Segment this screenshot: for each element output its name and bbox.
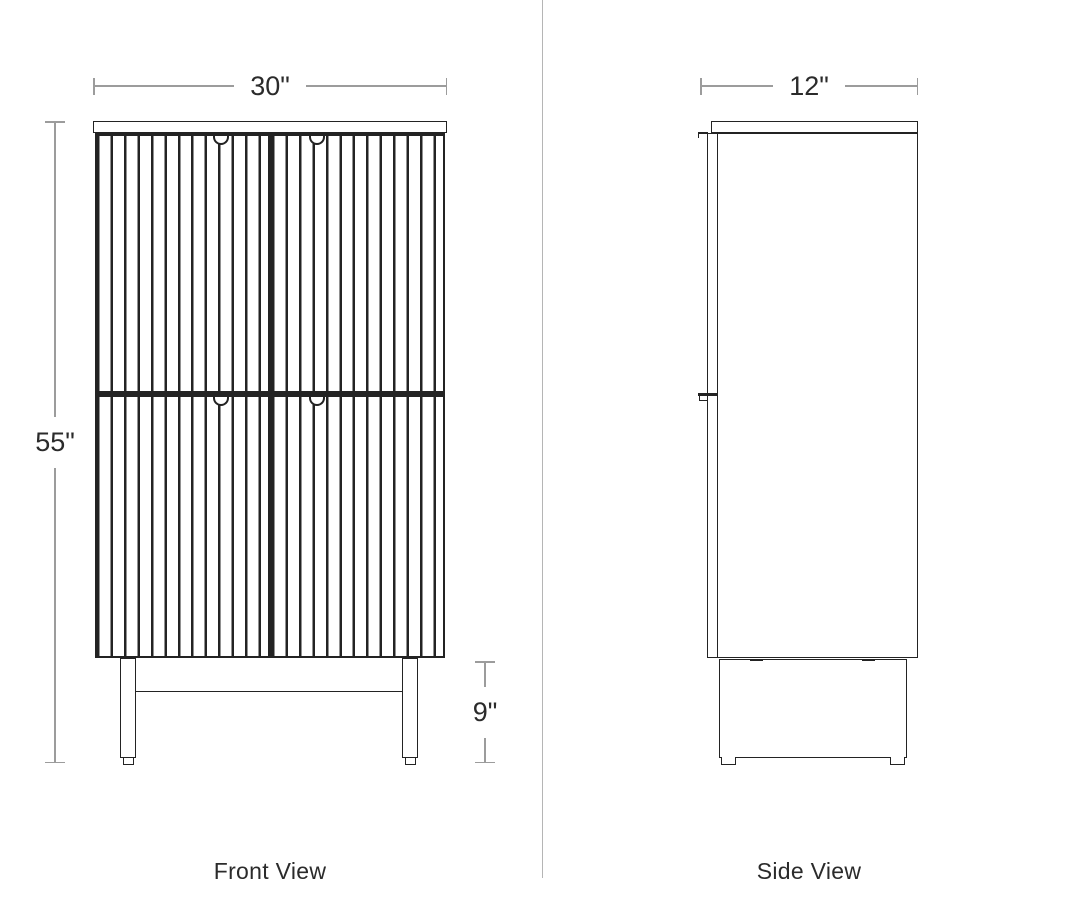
side-base-rear-mark: [862, 659, 875, 662]
dimension-tick: [45, 762, 65, 764]
dimension-line: [484, 663, 486, 687]
side-top-panel: [711, 121, 918, 133]
front-stretcher-line: [136, 691, 402, 693]
dimension-line: [54, 468, 56, 762]
side-front-foot: [721, 757, 736, 765]
view-divider-line: [542, 0, 544, 878]
side-depth-dimension: [700, 70, 918, 101]
dimension-tick: [917, 78, 919, 95]
dimension-line: [702, 85, 774, 87]
front-left-leg: [120, 658, 136, 758]
front-leg-height-dimension: [474, 661, 496, 763]
side-top-door-lip: [698, 132, 708, 138]
front-height-dimension: [35, 121, 75, 763]
front-view-label: Front View: [213, 858, 327, 884]
dimension-line: [845, 85, 917, 87]
front-leg-height-dimension-label: 9": [472, 696, 498, 727]
front-width-dimension: [93, 70, 447, 101]
side-handle-hook: [699, 396, 708, 401]
front-left-foot: [123, 758, 134, 765]
front-right-leg: [402, 658, 418, 758]
dimension-line: [306, 85, 446, 87]
dimension-line: [54, 123, 56, 417]
front-width-dimension-label: 30": [250, 70, 290, 101]
side-view-label: Side View: [756, 858, 862, 884]
side-cabinet-body: [717, 133, 919, 658]
dimension-line: [95, 85, 235, 87]
side-depth-dimension-label: 12": [789, 70, 829, 101]
cabinet-center-stile: [268, 133, 273, 658]
front-height-dimension-label: 55": [35, 426, 75, 457]
dimension-line: [484, 738, 486, 762]
dimension-tick: [475, 762, 495, 764]
front-right-foot: [405, 758, 416, 765]
side-base: [719, 659, 907, 758]
side-base-front-mark: [750, 659, 763, 662]
dimension-tick: [446, 78, 448, 95]
side-rear-foot: [890, 757, 905, 765]
cabinet-top-panel: [93, 121, 447, 133]
